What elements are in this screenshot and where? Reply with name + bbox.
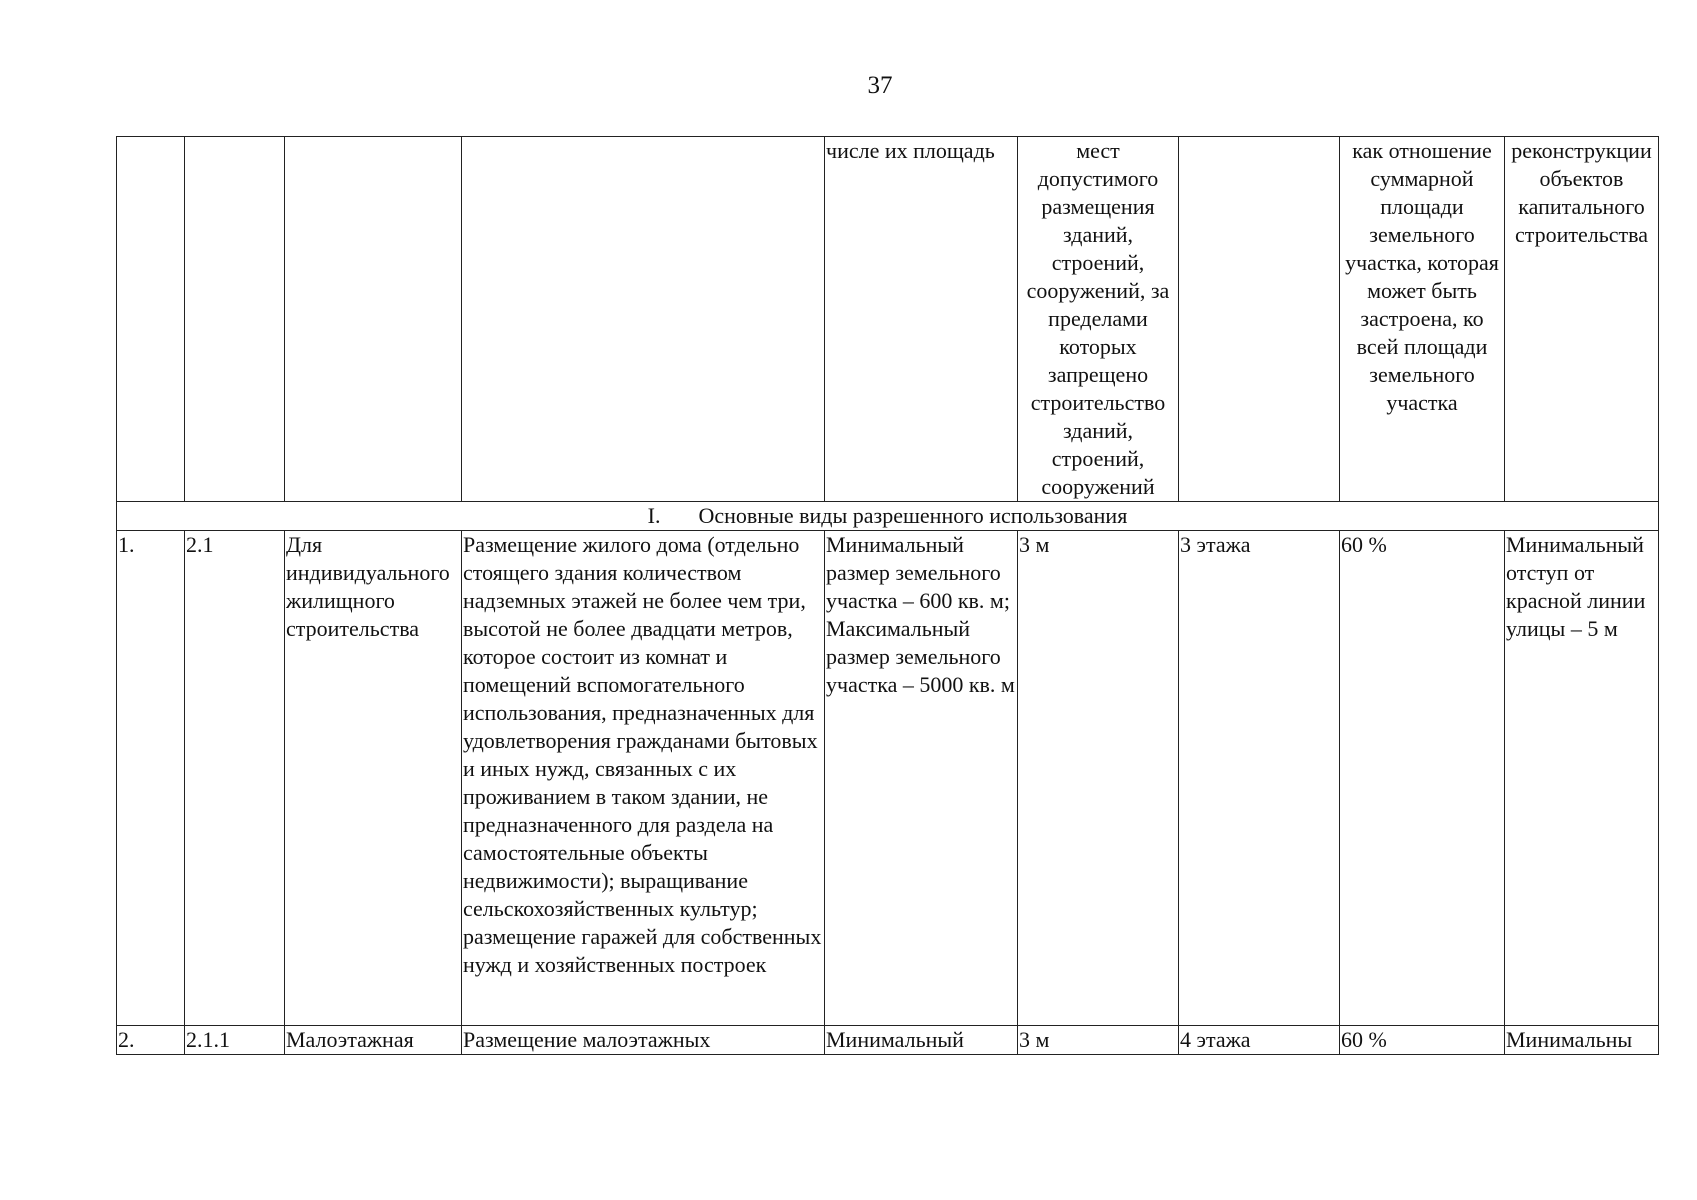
row-coverage: 60 % bbox=[1340, 1026, 1505, 1055]
row-coverage: 60 % bbox=[1340, 531, 1505, 1026]
row-floors: 3 этажа bbox=[1179, 531, 1340, 1026]
header-continuation-row bbox=[117, 137, 1659, 502]
row-name: Для индивидуального жилищного строительства bbox=[285, 531, 462, 1026]
section-title: Основные виды разрешенного использования bbox=[698, 503, 1128, 528]
page-number: 37 bbox=[867, 72, 893, 99]
row-description: Размещение малоэтажных bbox=[462, 1026, 825, 1055]
row-floors: 4 этажа bbox=[1179, 1026, 1340, 1055]
row-plot-size: Минимальный bbox=[825, 1026, 1018, 1055]
header-cell-plot-size: числе их площадь bbox=[825, 137, 1018, 502]
row-other: Минимальный отступ от красной линии улицы – 5 м bbox=[1505, 531, 1659, 1026]
header-cell-num bbox=[117, 137, 185, 502]
header-cell-code bbox=[185, 137, 285, 502]
header-cell-name bbox=[285, 137, 462, 502]
header-cell-coverage: как отношение суммарной площади земельного участка, которая может быть застроена, ко всей площади земельного участка bbox=[1340, 137, 1505, 502]
header-cell-other: реконструкции объектов капитального строительства bbox=[1505, 137, 1659, 502]
regulations-table bbox=[116, 136, 1659, 1055]
section-heading-row bbox=[117, 502, 1659, 531]
row-plot-size: Минимальный размер земельного участка – 600 кв. м; Максимальный размер земельного участка – 5000 кв. м bbox=[825, 531, 1018, 1026]
section-heading bbox=[117, 502, 1659, 531]
row-name: Малоэтажная bbox=[285, 1026, 462, 1055]
row-code: 2.1.1 bbox=[185, 1026, 285, 1055]
table-row bbox=[117, 531, 1659, 1026]
header-cell-setback: мест допустимого размещения зданий, строений, сооружений, за пределами которых запрещено строительство зданий, строений, сооружений bbox=[1018, 137, 1179, 502]
header-cell-floors bbox=[1179, 137, 1340, 502]
row-code: 2.1 bbox=[185, 531, 285, 1026]
row-setback: 3 м bbox=[1018, 531, 1179, 1026]
row-number: 2. bbox=[117, 1026, 185, 1055]
row-number: 1. bbox=[117, 531, 185, 1026]
section-number: I. bbox=[647, 503, 661, 528]
row-setback: 3 м bbox=[1018, 1026, 1179, 1055]
table-row bbox=[117, 1026, 1659, 1055]
row-description: Размещение жилого дома (отдельно стоящего здания количеством надземных этажей не более чем три, высотой не более двадцати метров, которое состоит из комнат и помещений вспомогательного использования, предназначенных для удовлетворения гражданами бытовых и иных нужд, связанных с их проживанием в таком здании, не предназначенного для раздела на самостоятельные объекты недвижимости); выращивание сельскохозяйственных культур; размещение гаражей для собственных нужд и хозяйственных построек bbox=[462, 531, 825, 1026]
row-other: Минимальны bbox=[1505, 1026, 1659, 1055]
header-cell-description bbox=[462, 137, 825, 502]
